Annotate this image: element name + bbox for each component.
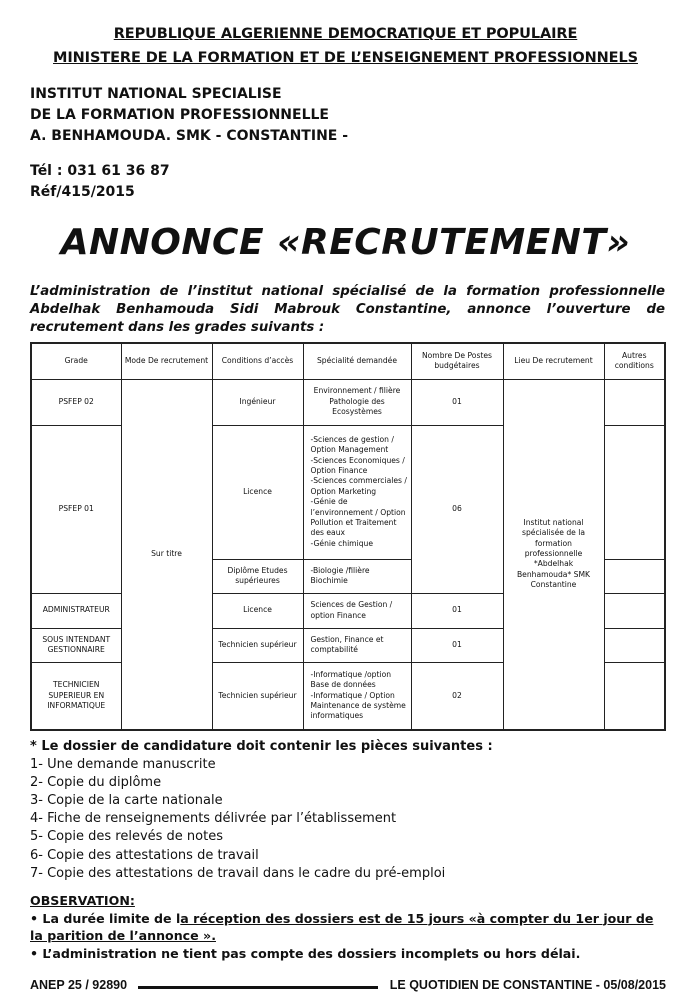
- col-header-conditions: Conditions d’accès: [212, 343, 303, 379]
- cell-lieu: Institut national spécialisée de la formation professionnelle *Abdelhak Benhamouda* SMK Constantine: [503, 379, 604, 730]
- observation-incomplete: • L’administration ne tient pas compte des dossiers incomplets ou hors délai.: [30, 945, 581, 961]
- footer-divider: [138, 986, 378, 989]
- footer: [0, 978, 691, 996]
- page-title: ANNONCE «RECRUTEMENT»: [60, 222, 631, 263]
- cell-grade: TECHNICIEN SUPERIEUR EN INFORMATIQUE: [31, 662, 121, 730]
- observation-deadline-rest: a réception des dossiers est de 15 jours «à compter du 1er jour de la parition de l’annonce ».: [30, 910, 654, 943]
- cell-specialite: Environnement / filière Pathologie des Ecosystèmes: [303, 379, 411, 425]
- cell-autres: [604, 559, 665, 593]
- list-item: 3- Copie de la carte nationale: [30, 793, 223, 809]
- footer-publication: LE QUOTIDIEN DE CONSTANTINE - 05/08/2015: [389, 978, 666, 992]
- institute-block: [30, 84, 348, 147]
- table-row: [31, 379, 665, 425]
- cell-autres: [604, 593, 665, 628]
- cell-condition: Technicien supérieur: [212, 628, 303, 662]
- cell-condition: Ingénieur: [212, 379, 303, 425]
- dossier-heading: * Le dossier de candidature doit contenir les pièces suivantes :: [30, 739, 493, 754]
- cell-specialite: Sciences de Gestion / option Finance: [303, 593, 411, 628]
- cell-postes: 01: [411, 379, 503, 425]
- table-header-row: [31, 343, 665, 379]
- col-header-grade: Grade: [31, 343, 121, 379]
- observation-deadline: [30, 910, 670, 945]
- cell-specialite: -Sciences de gestion / Option Management -Sciences Economiques / Option Finance -Sciences commerciales / Option Marketing -Génie de l’environnement / Option Pollution et Traitement des eaux -Génie chimique: [303, 425, 411, 559]
- cell-condition: Licence: [212, 593, 303, 628]
- cell-grade: PSFEP 02: [31, 379, 121, 425]
- institute-name-line3: A. BENHAMOUDA. SMK - CONSTANTINE -: [30, 128, 349, 144]
- cell-postes: 01: [411, 628, 503, 662]
- contact-block: [30, 161, 170, 203]
- header-ministry: MINISTERE DE LA FORMATION ET DE L’ENSEIGNEMENT PROFESSIONNELS: [53, 50, 638, 66]
- cell-mode: Sur titre: [121, 379, 212, 730]
- observation-section: [30, 892, 670, 962]
- col-header-autres: Autres conditions: [604, 343, 665, 379]
- intro-paragraph: L’administration de l’institut national spécialisé de la formation professionnelle Abdelhak Benhamouda Sidi Mabrouk Constantine, annonce l’ouverture de recrutement dans les grades suivants :: [30, 284, 665, 335]
- header-republic: REPUBLIQUE ALGERIENNE DEMOCRATIQUE ET POPULAIRE: [113, 26, 578, 42]
- cell-grade: SOUS INTENDANT GESTIONNAIRE: [31, 628, 121, 662]
- col-header-postes: Nombre De Postes budgétaires: [411, 343, 503, 379]
- cell-condition: Licence: [212, 425, 303, 559]
- footer-anep-ref: ANEP 25 / 92890: [30, 978, 128, 992]
- recruitment-table: [30, 342, 666, 731]
- cell-autres: [604, 628, 665, 662]
- observation-heading: OBSERVATION:: [30, 893, 135, 908]
- cell-postes: 06: [411, 425, 503, 593]
- institute-name-line1: INSTITUT NATIONAL SPECIALISE: [30, 86, 282, 102]
- cell-specialite: -Biologie /filière Biochimie: [303, 559, 411, 593]
- col-header-mode: Mode De recrutement: [121, 343, 212, 379]
- reference: Réf/415/2015: [30, 184, 135, 200]
- col-header-lieu: Lieu De recrutement: [503, 343, 604, 379]
- observation-deadline-start: • La durée limite de l: [30, 910, 181, 926]
- cell-condition: Diplôme Etudes supérieures: [212, 559, 303, 593]
- cell-specialite: -Informatique /option Base de données -Informatique / Option Maintenance de système informatiques: [303, 662, 411, 730]
- list-item: 2- Copie du diplôme: [30, 775, 162, 791]
- list-item: 6- Copie des attestations de travail: [30, 847, 259, 863]
- cell-grade: ADMINISTRATEUR: [31, 593, 121, 628]
- list-item: 5- Copie des relevés de notes: [30, 829, 223, 845]
- cell-postes: 02: [411, 662, 503, 730]
- telephone: Tél : 031 61 36 87: [30, 163, 170, 179]
- cell-autres: [604, 662, 665, 730]
- list-item: 7- Copie des attestations de travail dans le cadre du pré-emploi: [30, 865, 446, 881]
- institute-name-line2: DE LA FORMATION PROFESSIONNELLE: [30, 107, 329, 123]
- cell-condition: Technicien supérieur: [212, 662, 303, 730]
- list-item: 1- Une demande manuscrite: [30, 757, 216, 773]
- cell-autres: [604, 425, 665, 559]
- dossier-section: [30, 738, 493, 883]
- cell-autres: [604, 379, 665, 425]
- cell-specialite: Gestion, Finance et comptabilité: [303, 628, 411, 662]
- cell-postes: 01: [411, 593, 503, 628]
- col-header-specialite: Spécialité demandée: [303, 343, 411, 379]
- cell-grade: PSFEP 01: [31, 425, 121, 593]
- list-item: 4- Fiche de renseignements délivrée par l’établissement: [30, 811, 397, 827]
